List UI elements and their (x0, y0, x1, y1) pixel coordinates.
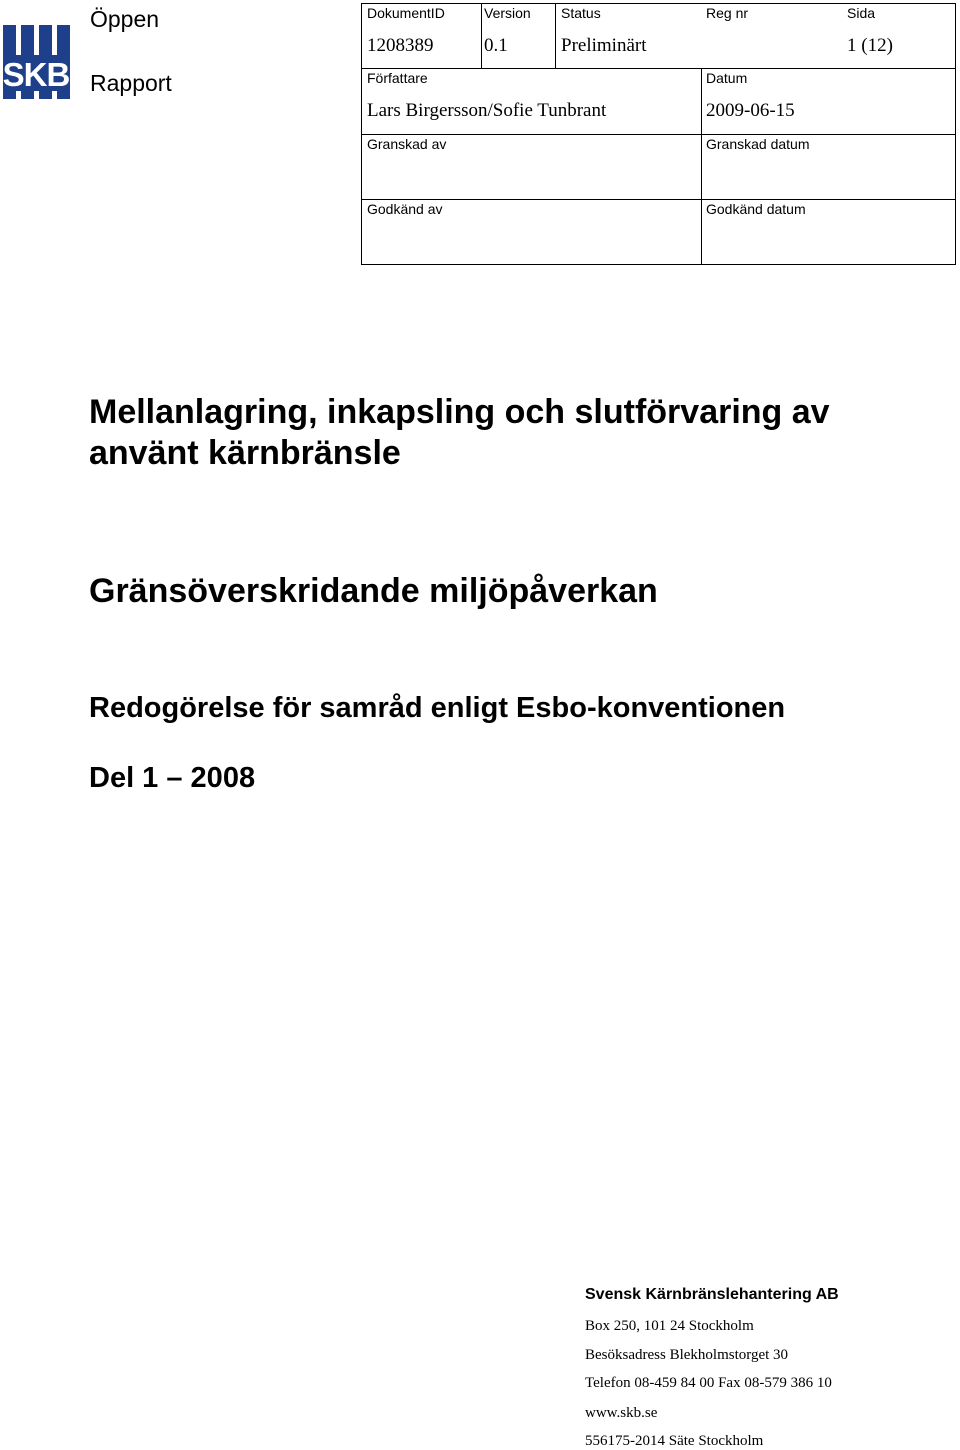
document-subsubtitle: Redogörelse för samråd enligt Esbo-konventionen (89, 692, 786, 724)
documentid-label: DokumentID (367, 5, 445, 21)
godkand-datum-label: Godkänd datum (706, 201, 806, 217)
company-reg: 556175-2014 Säte Stockholm (585, 1433, 764, 1449)
document-subtitle: Gränsöverskridande miljöpåverkan (89, 572, 658, 610)
forfattare-label: Författare (367, 70, 428, 86)
logo-text: SKB (3, 56, 70, 93)
document-part: Del 1 – 2008 (89, 762, 256, 794)
skb-logo (3, 25, 70, 99)
company-name: Svensk Kärnbränslehantering AB (585, 1286, 839, 1303)
version-label: Version (484, 5, 531, 21)
classification: Öppen (90, 6, 160, 32)
document-type: Rapport (90, 70, 172, 96)
datum-value: 2009-06-15 (706, 100, 795, 121)
document-title: Mellanlagring, inkapsling och slutförvaring av använt kärnbränsle (89, 393, 830, 472)
granskad-datum-label: Granskad datum (706, 136, 810, 152)
metadata-table (361, 3, 956, 265)
datum-label: Datum (706, 70, 748, 86)
company-web: www.skb.se (585, 1405, 658, 1421)
company-visit-address: Besöksadress Blekholmstorget 30 (585, 1347, 789, 1363)
status-label: Status (561, 5, 601, 21)
documentid-value: 1208389 (367, 35, 434, 56)
regnr-label: Reg nr (706, 5, 749, 21)
company-phone: Telefon 08-459 84 00 Fax 08-579 386 10 (585, 1375, 832, 1391)
granskad-av-label: Granskad av (367, 136, 447, 152)
forfattare-value: Lars Birgersson/Sofie Tunbrant (367, 100, 607, 121)
godkand-av-label: Godkänd av (367, 201, 443, 217)
company-box: Box 250, 101 24 Stockholm (585, 1318, 754, 1334)
status-value: Preliminärt (561, 35, 647, 56)
sida-label: Sida (847, 5, 876, 21)
sida-value: 1 (12) (847, 35, 893, 56)
version-value: 0.1 (484, 35, 508, 56)
